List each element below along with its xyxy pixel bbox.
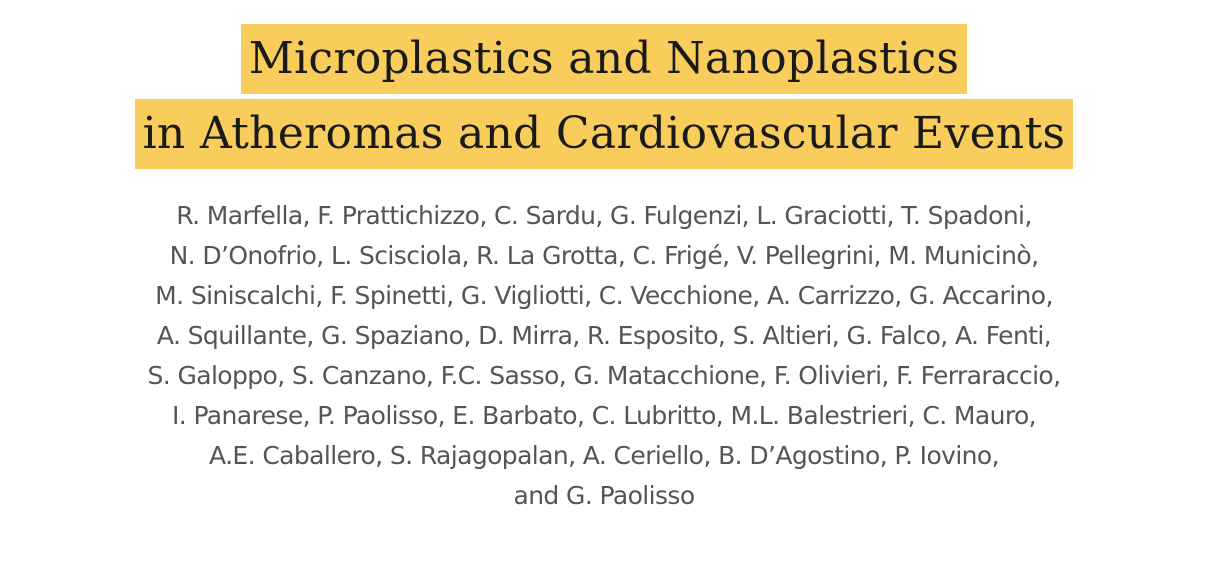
author-line: N. D’Onofrio, L. Scisciola, R. La Grotta, C. Frigé, V. Pellegrini, M. Municinò, [169,241,1039,270]
author-line: A. Squillante, G. Spaziano, D. Mirra, R. Esposito, S. Altieri, G. Falco, A. Fenti, [156,321,1052,350]
author-line: I. Panarese, P. Paolisso, E. Barbato, C. Lubritto, M.L. Balestrieri, C. Mauro, [171,401,1037,430]
author-line: A.E. Caballero, S. Rajagopalan, A. Ceriello, B. D’Agostino, P. Iovino, [209,441,999,470]
article-title [0,24,1208,169]
author-line: R. Marfella, F. Prattichizzo, C. Sardu, G. Fulgenzi, L. Graciotti, T. Spadoni, [176,201,1032,230]
author-line: S. Galoppo, S. Canzano, F.C. Sasso, G. Matacchione, F. Olivieri, F. Ferraraccio, [147,361,1061,390]
title-line-1: Microplastics and Nanoplastics [241,24,968,94]
author-line: and G. Paolisso [513,481,695,510]
title-line-2: in Atheromas and Cardiovascular Events [135,99,1074,169]
author-list [0,196,1208,516]
author-line: M. Siniscalchi, F. Spinetti, G. Vigliotti, C. Vecchione, A. Carrizzo, G. Accarino, [155,281,1053,310]
